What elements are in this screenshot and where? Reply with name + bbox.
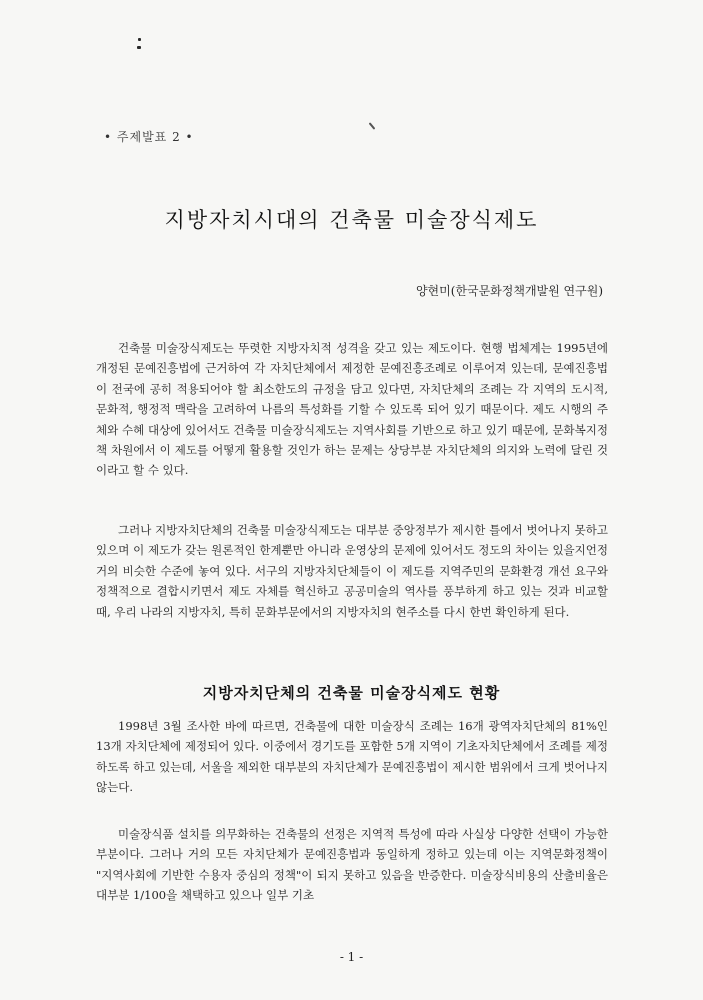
scan-speck bbox=[369, 122, 376, 129]
scan-speck bbox=[138, 38, 141, 41]
scan-speck bbox=[137, 46, 141, 49]
page-number: - 1 - bbox=[339, 950, 364, 964]
paragraph: 그러나 지방자치단체의 건축물 미술장식제도는 대부분 중앙정부가 제시한 틀에서 벗어나지 못하고 있으며 이 제도가 갖는 원론적인 한계뿐만 아니라 운영상의 문제에 있어서도 정도의 차이는 있을지언정 거의 비슷한 수준에 놓여 있다. 서구의 지방자치단체들이 이 제도를 지역주민의 문화환경 개선 요구와 정책적으로 결합시키면서 제도 자체를 혁신하고 공공미술의 역사를 풍부하게 하고 있는 것과 비교할 때, 우리 나라의 지방자치, 특히 문화부문에서의 지방자치의 현주소를 다시 한번 확인하게 된다. bbox=[96, 523, 608, 619]
paragraph: 건축물 미술장식제도는 뚜렷한 지방자치적 성격을 갖고 있는 제도이다. 현행 법체계는 1995년에 개정된 문예진흥법에 근거하여 각 자치단체에서 제정한 문예진흥조례로 이루어져 있는데, 문예진흥법이 전국에 공히 적용되어야 할 최소한도의 규정을 담고 있다면, 자치단체의 조례는 각 지역의 도시적, 문화적, 행정적 맥락을 고려하여 나름의 특성화를 기할 수 있도록 되어 있기 때문이다. 제도 시행의 주체와 수혜 대상에 있어서도 건축물 미술장식제도는 지역사회를 기반으로 하고 있기 때문에, 문화복지정책 차원에서 이 제도를 어떻게 활용할 것인가 하는 문제는 상당부분 자치단체의 의지와 노력에 달린 것이라고 할 수 있다. bbox=[96, 341, 608, 478]
paragraph: 1998년 3월 조사한 바에 따르면, 건축물에 대한 미술장식 조례는 16개 광역자치단체의 81%인 13개 자치단체에 제정되어 있다. 이중에서 경기도를 포함한 5개 지역이 기초자치단체에서 조례를 제정하도록 하고 있는데, 서울을 제외한 대부분의 자치단체가 문예진흥법이 제시한 범위에서 크게 벗어나지 않는다. bbox=[96, 719, 608, 795]
session-label: • 주제발표 2 • bbox=[104, 130, 194, 144]
page-title: 지방자치시대의 건축물 미술장식제도 bbox=[164, 208, 539, 232]
author-byline: 양현미(한국문화정책개발원 연구원) bbox=[415, 284, 603, 298]
paragraph: 미술장식품 설치를 의무화하는 건축물의 선정은 지역적 특성에 따라 사실상 다양한 선택이 가능한 부분이다. 그러나 거의 모든 자치단체가 문예진흥법과 동일하게 정하고 있는데 이는 지역문화정책이 "지역사회에 기반한 수용자 중심의 정책"이 되지 못하고 있음을 반증한다. 미술장식비용의 산출비율은 대부분 1/100을 채택하고 있으나 일부 기초 bbox=[96, 827, 608, 903]
section-heading: 지방자치단체의 건축물 미술장식제도 현황 bbox=[202, 684, 501, 702]
